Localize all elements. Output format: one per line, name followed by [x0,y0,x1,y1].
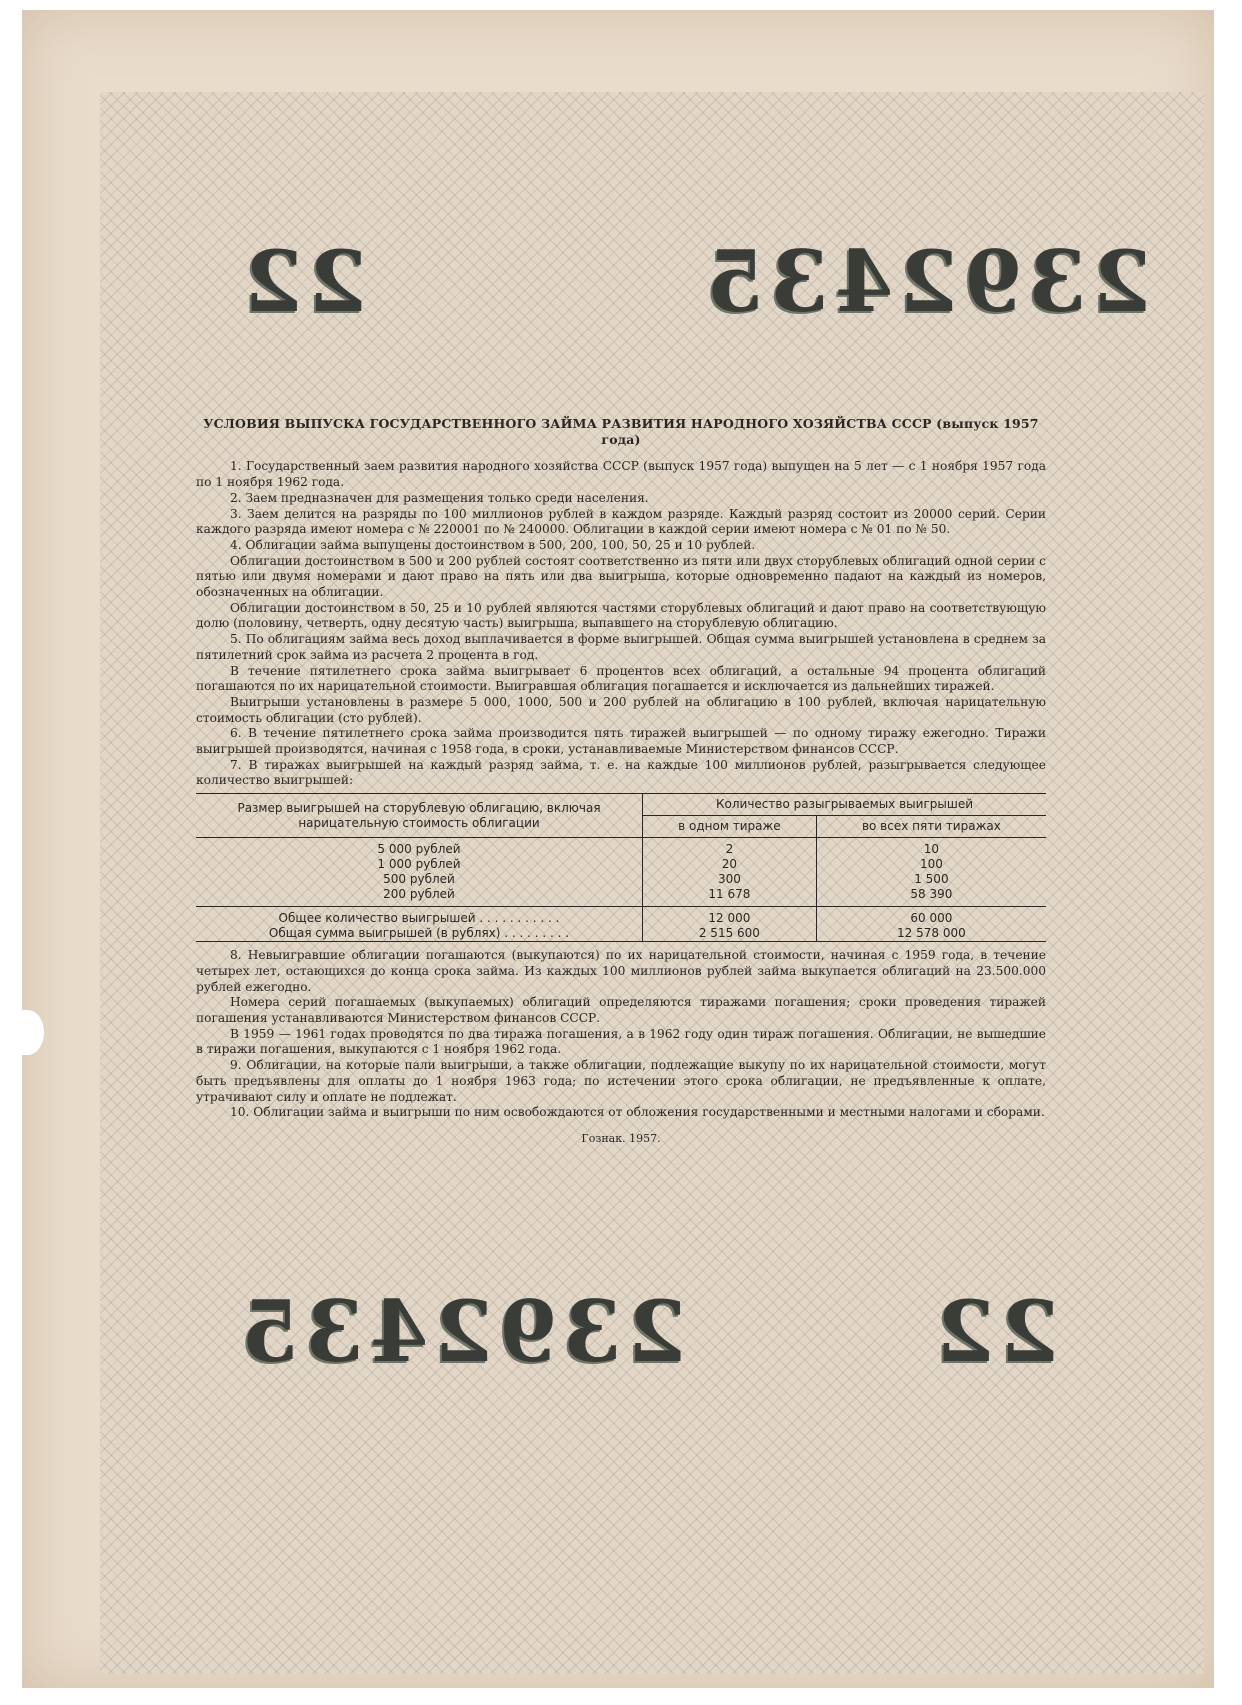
total-label: Общее количество выигрышей . . . . . . . . . . . [278,911,560,926]
terms-paragraph: 2. Заем предназначен для размещения только среди населения. [230,490,649,505]
one-draw-count: 20 [643,857,817,872]
terms-paragraph: В течение пятилетнего срока займа выигрывает 6 процентов всех облигаций, а остальные 94 процента облигаций погашаются по их нарицательной стоимости. Выигравшая облигация погашается и исключается из дальнейших тиражей. [196,663,1046,694]
five-draws-count: 100 [816,857,1046,872]
prize-amount: 500 рублей [383,872,455,887]
winnings-count-header: Количество разыгрываемых выигрышей [643,794,1047,816]
total-five-draws: 60 000 [816,911,1046,926]
terms-paragraph: Выигрыши установлены в размере 5 000, 1000, 500 и 200 рублей на облигацию в 100 рублей, включая нарицательную стоимость облигации (сто рублей). [196,694,1046,725]
terms-paragraph: Облигации достоинством в 50, 25 и 10 рублей являются частями сторублевых облигаций и дают право на соответствующую долю (половину, четверть, одну десятую часть) выигрыша, выпавшего на сторублевую облигацию. [196,600,1046,631]
loan-terms [196,416,1046,1147]
table-row [196,887,1046,902]
table-row [196,872,1046,887]
terms-paragraph: 8. Невыигравшие облигации погашаются (выкупаются) по их нарицательной стоимости, начиная с 1959 года, в течение четырех лет, остающихся до конца срока займа. Из каждых 100 миллионов рублей займа выкупается облигаций на 23.500.000 рублей ежегодно. [196,948,1046,994]
printer-imprint: Гознак. 1957. [581,1131,661,1145]
total-label: Общая сумма выигрышей (в рублях) . . . . . . . . . [268,926,570,941]
table-row [196,842,1046,857]
terms-paragraphs-after [196,948,1046,1121]
series-number-mirrored-top: 22 [238,232,367,331]
terms-paragraph: Номера серий погашаемых (выкупаемых) облигаций определяются тиражами погашения; сроки проведения тиражей погашения устанавливаются Министерством финансов СССР. [196,995,1046,1025]
serial-number-mirrored-top: 2392435 [700,232,1152,331]
prize-amount: 5 000 рублей [377,842,461,857]
prize-amount: 1 000 рублей [377,857,461,872]
terms-paragraph: Облигации достоинством в 500 и 200 рублей состоят соответственно из пяти или двух сторублевых облигаций одной серии с пятью или двумя номерами и дают право на пять или два выигрыша, которые одновременно падают на каждый из номеров, обозначенных на облигации. [196,553,1046,600]
terms-paragraph: 6. В течение пятилетнего срока займа производится пять тиражей выигрышей — по одному тиражу ежегодно. Тиражи выигрышей производятся, начиная с 1958 года, в сроки, устанавливаемые Министерством финансов СССР. [196,726,1046,757]
prize-size-header: Размер выигрышей на сторублевую облигацию, включая нарицательную стоимость облигации [196,794,643,838]
terms-paragraph: В 1959 — 1961 годах проводятся по два тиража погашения, а в 1962 году один тираж погашения. Облигации, не вышедшие в тиражи погашения, выкупаются с 1 ноября 1962 года. [196,1026,1046,1057]
terms-title: УСЛОВИЯ ВЫПУСКА ГОСУДАРСТВЕННОГО ЗАЙМА РАЗВИТИЯ НАРОДНОГО ХОЗЯЙСТВА СССР (выпуск 1957 года) [203,416,1039,447]
one-draw-count: 2 [643,842,817,857]
table-row [196,857,1046,872]
table-total-row [196,911,1046,926]
total-one-draw: 2 515 600 [643,926,817,942]
one-draw-count: 11 678 [643,887,817,902]
terms-paragraph: 10. Облигации займа и выигрыши по ним освобождаются от обложения государственными и местными налогами и сборами. [230,1105,1045,1120]
terms-paragraph: 9. Облигации, на которые пали выигрыши, а также облигации, подлежащие выкупу по их нарицательной стоимости, могут быть предъявлены для оплаты до 1 ноября 1963 года; по истечении этого срока облигации, не предъявленные к оплате, утрачивают силу и оплате не подлежат. [196,1058,1046,1104]
five-draws-count: 1 500 [816,872,1046,887]
one-draw-count: 300 [643,872,817,887]
terms-paragraph: 4. Облигации займа выпущены достоинством в 500, 200, 100, 50, 25 и 10 рублей. [230,537,756,552]
table-total-row [196,926,1046,942]
series-number-mirrored-bottom: 22 [930,1282,1059,1381]
winnings-table [196,793,1046,942]
five-draws-header: во всех пяти тиражах [816,816,1046,838]
five-draws-count: 58 390 [816,887,1046,902]
terms-paragraph: 1. Государственный заем развития народного хозяйства СССР (выпуск 1957 года) выпущен на 5 лет — с 1 ноября 1957 года по 1 ноября 1962 года. [196,459,1046,490]
total-one-draw: 12 000 [643,911,817,926]
total-five-draws: 12 578 000 [816,926,1046,942]
terms-paragraph: 7. В тиражах выигрышей на каждый разряд займа, т. е. на каждые 100 миллионов рублей, разыгрывается следующее количество выигрышей: [196,757,1046,788]
prize-amount: 200 рублей [383,887,455,902]
terms-paragraph: 3. Заем делится на разряды по 100 миллионов рублей в каждом разряде. Каждый разряд состоит из 20000 серий. Серии каждого разряда имеют номера с № 220001 по № 240000. Облигации в каждой серии имеют номера с № 01 по № 50. [196,506,1046,537]
paper-tear [12,1010,44,1055]
terms-paragraphs-before [196,459,1046,789]
one-draw-header: в одном тираже [643,816,817,838]
serial-number-mirrored-bottom: 2392435 [235,1282,687,1381]
five-draws-count: 10 [816,842,1046,857]
terms-paragraph: 5. По облигациям займа весь доход выплачивается в форме выигрышей. Общая сумма выигрышей установлена в среднем за пятилетний срок займа из расчета 2 процента в год. [196,632,1046,662]
